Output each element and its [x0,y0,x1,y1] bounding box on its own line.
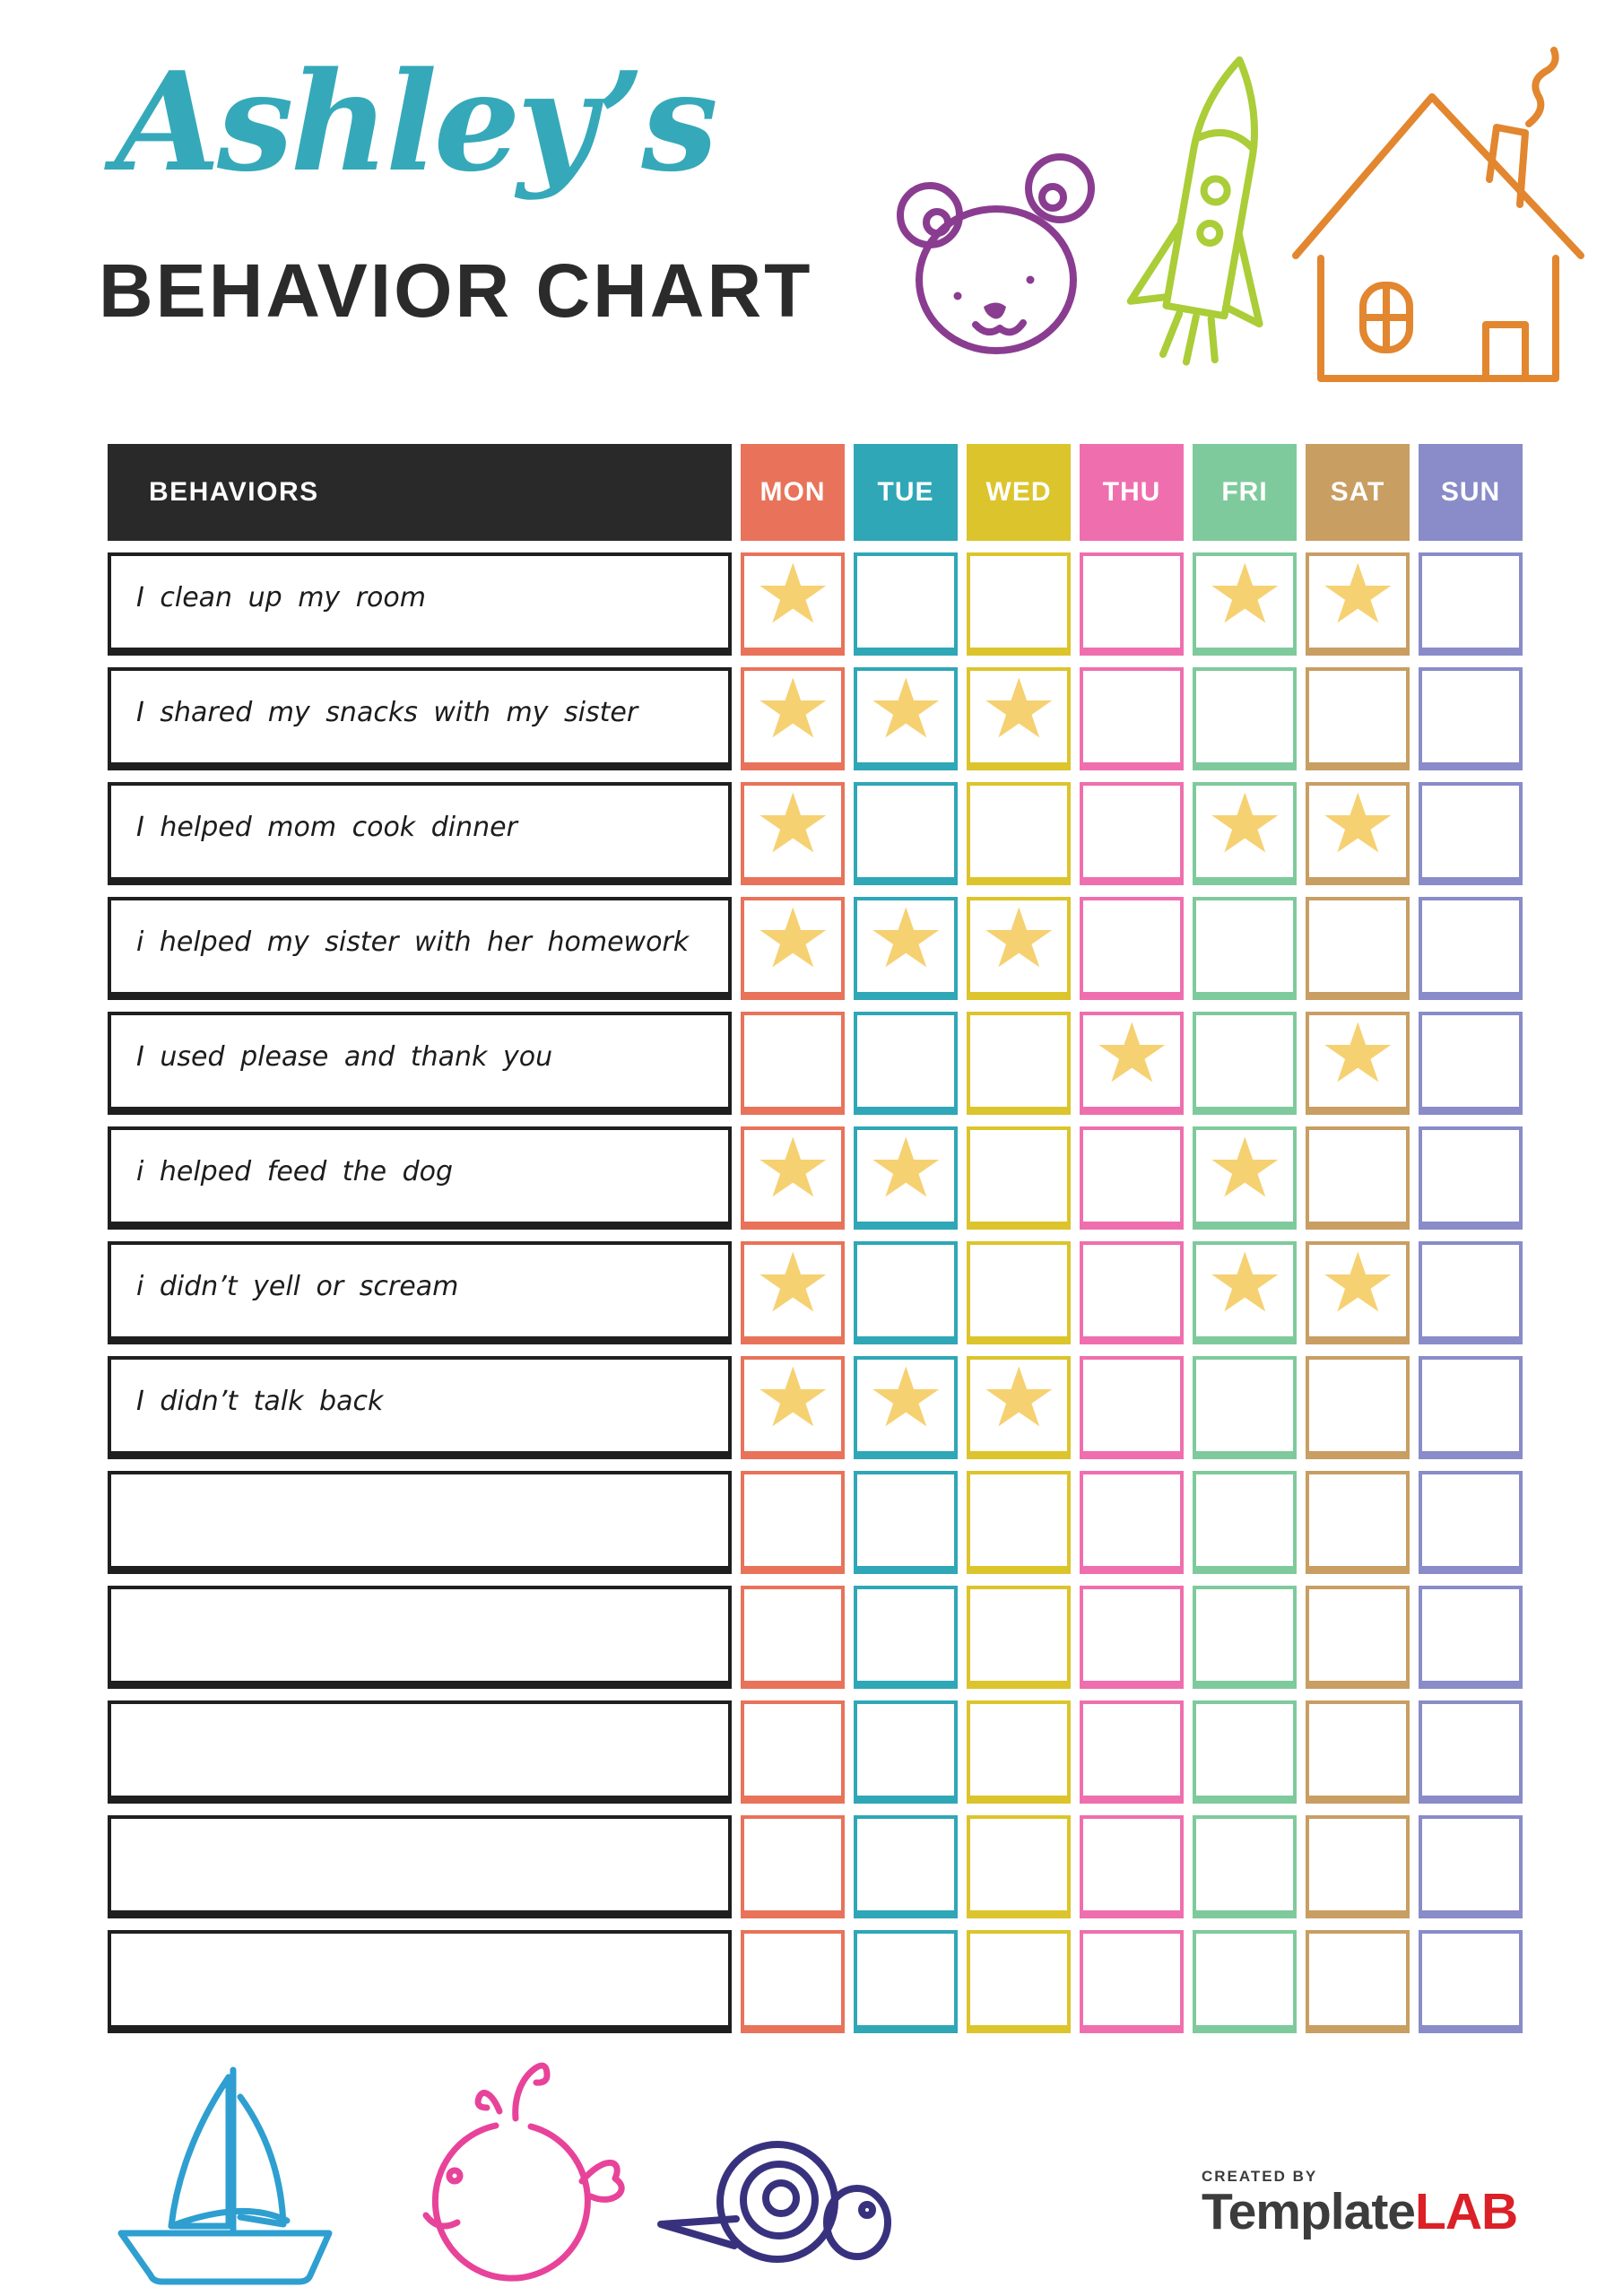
day-cell-sat [1306,1471,1410,1574]
star-icon: ★ [753,661,832,757]
day-cell-fri [1193,1586,1297,1689]
day-cell-sun [1419,1586,1523,1689]
star-icon: ★ [1318,1235,1397,1331]
day-cell-sat [1306,1815,1410,1918]
behavior-row-label: I helped mom cook dinner [108,782,732,885]
day-cell-mon [741,1930,845,2033]
day-cell-sun [1419,1241,1523,1344]
day-cell-tue [854,782,958,885]
day-header-sun: SUN [1419,444,1523,541]
day-cell-fri [1193,1012,1297,1115]
day-cell-tue [854,1120,958,1230]
behavior-row-label: i helped my sister with her homework [108,897,732,1000]
day-cell-wed [967,661,1071,770]
day-cell-thu [1080,1930,1184,2033]
day-cell-mon [741,661,845,770]
day-cell-thu [1080,1815,1184,1918]
behavior-row-label: I didn’t talk back [108,1356,732,1459]
star-icon: ★ [753,546,832,642]
day-cell-sun [1419,1815,1523,1918]
star-icon: ★ [1205,1235,1284,1331]
day-cell-mon [741,1012,845,1115]
behavior-row-label [108,1930,732,2033]
day-cell-wed [967,1241,1071,1344]
day-cell-mon [741,1815,845,1918]
day-header-tue: TUE [854,444,958,541]
brand-wordmark [1202,2183,1518,2240]
star-icon: ★ [1318,1005,1397,1101]
day-cell-sat [1306,667,1410,770]
day-cell-sun [1419,782,1523,885]
whale-icon [426,2066,621,2278]
day-cell-fri [1193,897,1297,1000]
day-cell-sat [1306,546,1410,656]
bear-icon [900,157,1091,351]
day-cell-tue [854,1012,958,1115]
star-icon: ★ [866,1120,945,1216]
day-cell-tue [854,1241,958,1344]
star-icon: ★ [1318,546,1397,642]
day-cell-mon [741,1700,845,1804]
star-icon: ★ [753,1350,832,1446]
day-cell-mon [741,1350,845,1459]
day-cell-tue [854,552,958,656]
day-cell-thu [1080,1700,1184,1804]
star-icon: ★ [753,1235,832,1331]
day-cell-fri [1193,1700,1297,1804]
day-cell-sun [1419,1471,1523,1574]
day-cell-sat [1306,1126,1410,1230]
day-header-sat: SAT [1306,444,1410,541]
day-header-fri: FRI [1193,444,1297,541]
day-cell-sun [1419,667,1523,770]
day-cell-wed [967,1930,1071,2033]
star-icon: ★ [753,1120,832,1216]
behavior-row-label: I shared my snacks with my sister [108,667,732,770]
behavior-row-label: i didn’t yell or scream [108,1241,732,1344]
star-icon: ★ [1205,776,1284,872]
day-cell-fri [1193,1120,1297,1230]
star-icon: ★ [1092,1005,1171,1101]
day-cell-fri [1193,1930,1297,2033]
behavior-row-label: i helped feed the dog [108,1126,732,1230]
star-icon: ★ [979,661,1058,757]
behavior-row-label [108,1471,732,1574]
page-title: BEHAVIOR CHART [99,248,813,333]
day-cell-sat [1306,1930,1410,2033]
day-cell-tue [854,1350,958,1459]
day-cell-wed [967,1700,1071,1804]
behavior-table [108,444,1523,2033]
day-cell-thu [1080,1586,1184,1689]
day-cell-fri [1193,1471,1297,1574]
day-cell-fri [1193,1815,1297,1918]
day-cell-fri [1193,667,1297,770]
day-cell-sat [1306,776,1410,885]
behavior-row-label [108,1586,732,1689]
behavior-row-label: I used please and thank you [108,1012,732,1115]
day-cell-tue [854,1930,958,2033]
day-cell-sat [1306,1235,1410,1344]
day-cell-sun [1419,897,1523,1000]
behavior-row-label [108,1700,732,1804]
day-cell-mon [741,1471,845,1574]
day-cell-thu [1080,1126,1184,1230]
day-cell-mon [741,546,845,656]
brand-suffix: LAB [1415,2183,1518,2240]
day-cell-thu [1080,1356,1184,1459]
star-icon: ★ [753,776,832,872]
bottom-doodles [94,2054,901,2289]
day-cell-wed [967,1471,1071,1574]
templatelab-logo [1202,2169,1517,2239]
day-cell-mon [741,891,845,1000]
day-cell-sat [1306,1700,1410,1804]
star-icon: ★ [979,891,1058,987]
star-icon: ★ [866,1350,945,1446]
star-icon: ★ [866,891,945,987]
day-cell-thu [1080,782,1184,885]
star-icon: ★ [866,661,945,757]
star-icon: ★ [753,891,832,987]
behavior-row-label: I clean up my room [108,552,732,656]
day-cell-sun [1419,1356,1523,1459]
house-icon [1296,50,1581,378]
day-cell-wed [967,1126,1071,1230]
day-cell-sun [1419,1012,1523,1115]
day-cell-thu [1080,667,1184,770]
day-cell-wed [967,782,1071,885]
sailboat-icon [121,2070,329,2282]
snail-icon [661,2144,888,2259]
day-header-thu: THU [1080,444,1184,541]
day-cell-wed [967,1012,1071,1115]
day-cell-thu [1080,552,1184,656]
star-icon: ★ [1205,546,1284,642]
day-cell-mon [741,776,845,885]
day-cell-mon [741,1120,845,1230]
day-cell-sat [1306,897,1410,1000]
day-cell-wed [967,1586,1071,1689]
day-cell-tue [854,891,958,1000]
day-cell-wed [967,1815,1071,1918]
day-cell-tue [854,1471,958,1574]
child-name-title: Ashley’s [115,41,715,202]
day-cell-sat [1306,1356,1410,1459]
star-icon: ★ [1205,1120,1284,1216]
day-cell-sun [1419,1126,1523,1230]
day-cell-fri [1193,1356,1297,1459]
day-header-wed: WED [967,444,1071,541]
star-icon: ★ [979,1350,1058,1446]
day-cell-sun [1419,1700,1523,1804]
rocket-icon [1122,48,1304,373]
day-cell-thu [1080,1241,1184,1344]
day-cell-mon [741,1586,845,1689]
day-header-mon: MON [741,444,845,541]
created-by-label: CREATED BY [1202,2168,1318,2185]
day-cell-sun [1419,552,1523,656]
day-cell-tue [854,1700,958,1804]
day-cell-sat [1306,1005,1410,1115]
day-cell-tue [854,661,958,770]
day-cell-fri [1193,776,1297,885]
day-cell-wed [967,1350,1071,1459]
top-doodles [883,45,1592,404]
brand-name: Template [1202,2183,1416,2240]
day-cell-thu [1080,897,1184,1000]
behaviors-header-cell: BEHAVIORS [108,444,732,541]
day-cell-thu [1080,1471,1184,1574]
day-cell-thu [1080,1005,1184,1115]
day-cell-fri [1193,1235,1297,1344]
day-cell-sun [1419,1930,1523,2033]
day-cell-wed [967,552,1071,656]
star-icon: ★ [1318,776,1397,872]
behavior-row-label [108,1815,732,1918]
day-cell-wed [967,891,1071,1000]
day-cell-tue [854,1586,958,1689]
day-cell-tue [854,1815,958,1918]
day-cell-sat [1306,1586,1410,1689]
day-cell-fri [1193,546,1297,656]
day-cell-mon [741,1235,845,1344]
